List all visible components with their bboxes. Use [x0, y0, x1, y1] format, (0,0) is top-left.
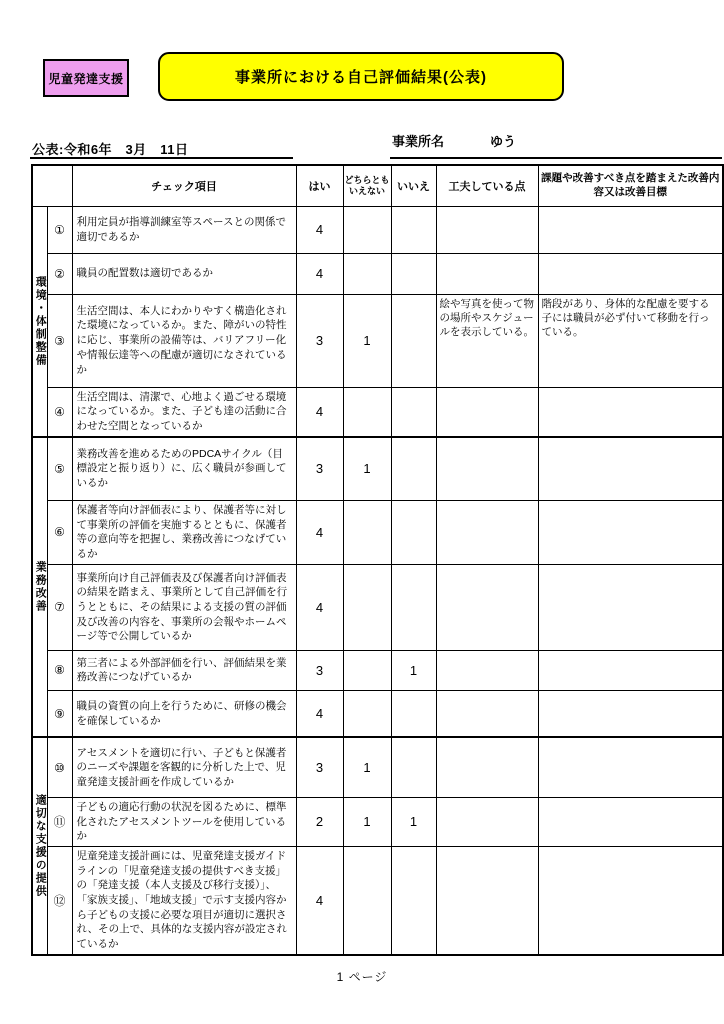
- check-item-text: 職員の配置数は適切であるか: [72, 253, 296, 294]
- score-yes: 4: [296, 253, 343, 294]
- self-evaluation-table: [31, 164, 724, 956]
- improvement-note: [538, 737, 723, 797]
- table-row: [32, 690, 723, 737]
- header-yes: はい: [296, 165, 343, 206]
- header-improvement: 課題や改善すべき点を踏まえた改善内容又は改善目標: [538, 165, 723, 206]
- category-label: 環境・体制整備: [34, 275, 47, 367]
- score-neither: [343, 846, 391, 954]
- check-item-text: 生活空間は、清潔で、心地よく過ごせる環境になっているか。また、子ども達の活動に合わせた空間となっているか: [72, 387, 296, 437]
- devised-point: 絵や写真を使って物の場所やスケジュールを表示している。: [436, 294, 538, 387]
- devised-point: [436, 797, 538, 846]
- devised-point: [436, 253, 538, 294]
- header-no: いいえ: [391, 165, 436, 206]
- score-neither: [343, 253, 391, 294]
- improvement-note: [538, 846, 723, 954]
- row-number: ⑤: [47, 437, 72, 501]
- table-row: [32, 797, 723, 846]
- devised-point: [436, 387, 538, 437]
- score-no: [391, 690, 436, 737]
- check-item-text: 児童発達支援計画には、児童発達支援ガイドラインの「児童発達支援の提供すべき支援」の「発達支援（本人支援及び移行支援）」、「家族支援」、「地域支援」で示す支援内容から子どもの支援に必要な項目が適切に選択され、その上で、具体的な支援内容が設定されているか: [72, 846, 296, 954]
- category-cell-environment: [32, 206, 47, 437]
- devised-point: [436, 564, 538, 650]
- category-cell-operations: [32, 437, 47, 738]
- table-row: [32, 846, 723, 954]
- devised-point: [436, 737, 538, 797]
- table-row: [32, 501, 723, 565]
- table-row: [32, 650, 723, 690]
- check-table-body: [32, 206, 723, 955]
- check-item-text: 生活空間は、本人にわかりやすく構造化された環境になっているか。また、障がいの特性に応じ、事業所の設備等は、バリアフリー化や情報伝達等への配慮が適切になされているか: [72, 294, 296, 387]
- table-row: [32, 387, 723, 437]
- header-neither: どちらともいえない: [343, 165, 391, 206]
- score-yes: 4: [296, 501, 343, 565]
- check-item-text: 第三者による外部評価を行い、評価結果を業務改善につなげているか: [72, 650, 296, 690]
- devised-point: [436, 206, 538, 253]
- score-no: 1: [391, 797, 436, 846]
- row-number: ②: [47, 253, 72, 294]
- score-no: [391, 387, 436, 437]
- score-yes: 4: [296, 206, 343, 253]
- page-title: 事業所における自己評価結果(公表): [235, 69, 487, 86]
- devised-point: [436, 690, 538, 737]
- table-row: [32, 737, 723, 797]
- score-yes: 3: [296, 650, 343, 690]
- improvement-note: [538, 437, 723, 501]
- improvement-note: [538, 564, 723, 650]
- improvement-note: [538, 690, 723, 737]
- score-no: [391, 253, 436, 294]
- title-banner: [158, 52, 564, 101]
- improvement-note: [538, 797, 723, 846]
- score-yes: 4: [296, 387, 343, 437]
- devised-point: [436, 846, 538, 954]
- score-neither: [343, 501, 391, 565]
- check-item-text: 事業所向け自己評価表及び保護者向け評価表の結果を踏まえ、事業所として自己評価を行うとともに、その結果による支援の質の評価及び改善の内容を、事業所の会報やホームページ等で公開しているか: [72, 564, 296, 650]
- table-row: [32, 206, 723, 253]
- score-no: [391, 564, 436, 650]
- check-item-text: 子どもの適応行動の状況を図るために、標準化されたアセスメントツールを使用しているか: [72, 797, 296, 846]
- score-yes: 3: [296, 437, 343, 501]
- table-header-row: [32, 165, 723, 206]
- devised-point: [436, 650, 538, 690]
- row-number: ⑦: [47, 564, 72, 650]
- row-number: ⑩: [47, 737, 72, 797]
- publication-date: 公表:令和6年 3月 11日: [32, 142, 189, 157]
- publication-date-underline: [30, 157, 293, 159]
- improvement-note: 階段があり、身体的な配慮を要する子には職員が必ず付いて移動を行っている。: [538, 294, 723, 387]
- check-item-text: 業務改善を進めるためのPDCAサイクル（目標設定と振り返り）に、広く職員が参画しているか: [72, 437, 296, 501]
- check-item-text: 保護者等向け評価表により、保護者等に対して事業所の評価を実施するとともに、保護者等の意向等を把握し、業務改善につなげているか: [72, 501, 296, 565]
- table-row: [32, 294, 723, 387]
- row-number: ⑨: [47, 690, 72, 737]
- score-neither: [343, 564, 391, 650]
- improvement-note: [538, 650, 723, 690]
- score-no: [391, 294, 436, 387]
- header-check-item: チェック項目: [72, 165, 296, 206]
- check-item-text: 職員の資質の向上を行うために、研修の機会を確保しているか: [72, 690, 296, 737]
- header-devised-point: 工夫している点: [436, 165, 538, 206]
- score-neither: [343, 690, 391, 737]
- improvement-note: [538, 253, 723, 294]
- office-name-underline: [390, 157, 722, 159]
- score-neither: [343, 650, 391, 690]
- check-item-text: 利用定員が指導訓練室等スペースとの関係で適切であるか: [72, 206, 296, 253]
- improvement-note: [538, 387, 723, 437]
- score-yes: 3: [296, 737, 343, 797]
- table-row: [32, 564, 723, 650]
- category-label: 適切な支援の提供: [34, 794, 47, 898]
- score-neither: [343, 387, 391, 437]
- table-row: [32, 437, 723, 501]
- program-badge-label: 児童発達支援: [48, 71, 124, 86]
- devised-point: [436, 437, 538, 501]
- row-number: ①: [47, 206, 72, 253]
- score-neither: 1: [343, 294, 391, 387]
- score-no: 1: [391, 650, 436, 690]
- score-no: [391, 437, 436, 501]
- score-neither: 1: [343, 797, 391, 846]
- score-neither: 1: [343, 737, 391, 797]
- page-number: 1 ページ: [336, 970, 388, 984]
- row-number: ③: [47, 294, 72, 387]
- score-neither: 1: [343, 437, 391, 501]
- devised-point: [436, 501, 538, 565]
- row-number: ⑧: [47, 650, 72, 690]
- category-cell-support: [32, 737, 47, 954]
- score-no: [391, 737, 436, 797]
- header-corner-cell: [32, 165, 72, 206]
- row-number: ⑥: [47, 501, 72, 565]
- table-row: [32, 253, 723, 294]
- score-neither: [343, 206, 391, 253]
- score-yes: 4: [296, 690, 343, 737]
- row-number: ④: [47, 387, 72, 437]
- row-number: ⑪: [47, 797, 72, 846]
- office-name-label: 事業所名: [392, 134, 445, 149]
- score-no: [391, 206, 436, 253]
- category-label: 業務改善: [34, 560, 47, 613]
- check-item-text: アセスメントを適切に行い、子どもと保護者のニーズや課題を客観的に分析した上で、児童発達支援計画を作成しているか: [72, 737, 296, 797]
- category-column-continuation: [31, 927, 48, 940]
- program-badge: [43, 59, 129, 97]
- score-no: [391, 501, 436, 565]
- score-yes: 3: [296, 294, 343, 387]
- score-yes: 4: [296, 846, 343, 954]
- office-name-value: ゆう: [490, 134, 517, 149]
- score-yes: 2: [296, 797, 343, 846]
- improvement-note: [538, 206, 723, 253]
- score-yes: 4: [296, 564, 343, 650]
- score-no: [391, 846, 436, 954]
- improvement-note: [538, 501, 723, 565]
- row-number: ⑫: [47, 846, 72, 954]
